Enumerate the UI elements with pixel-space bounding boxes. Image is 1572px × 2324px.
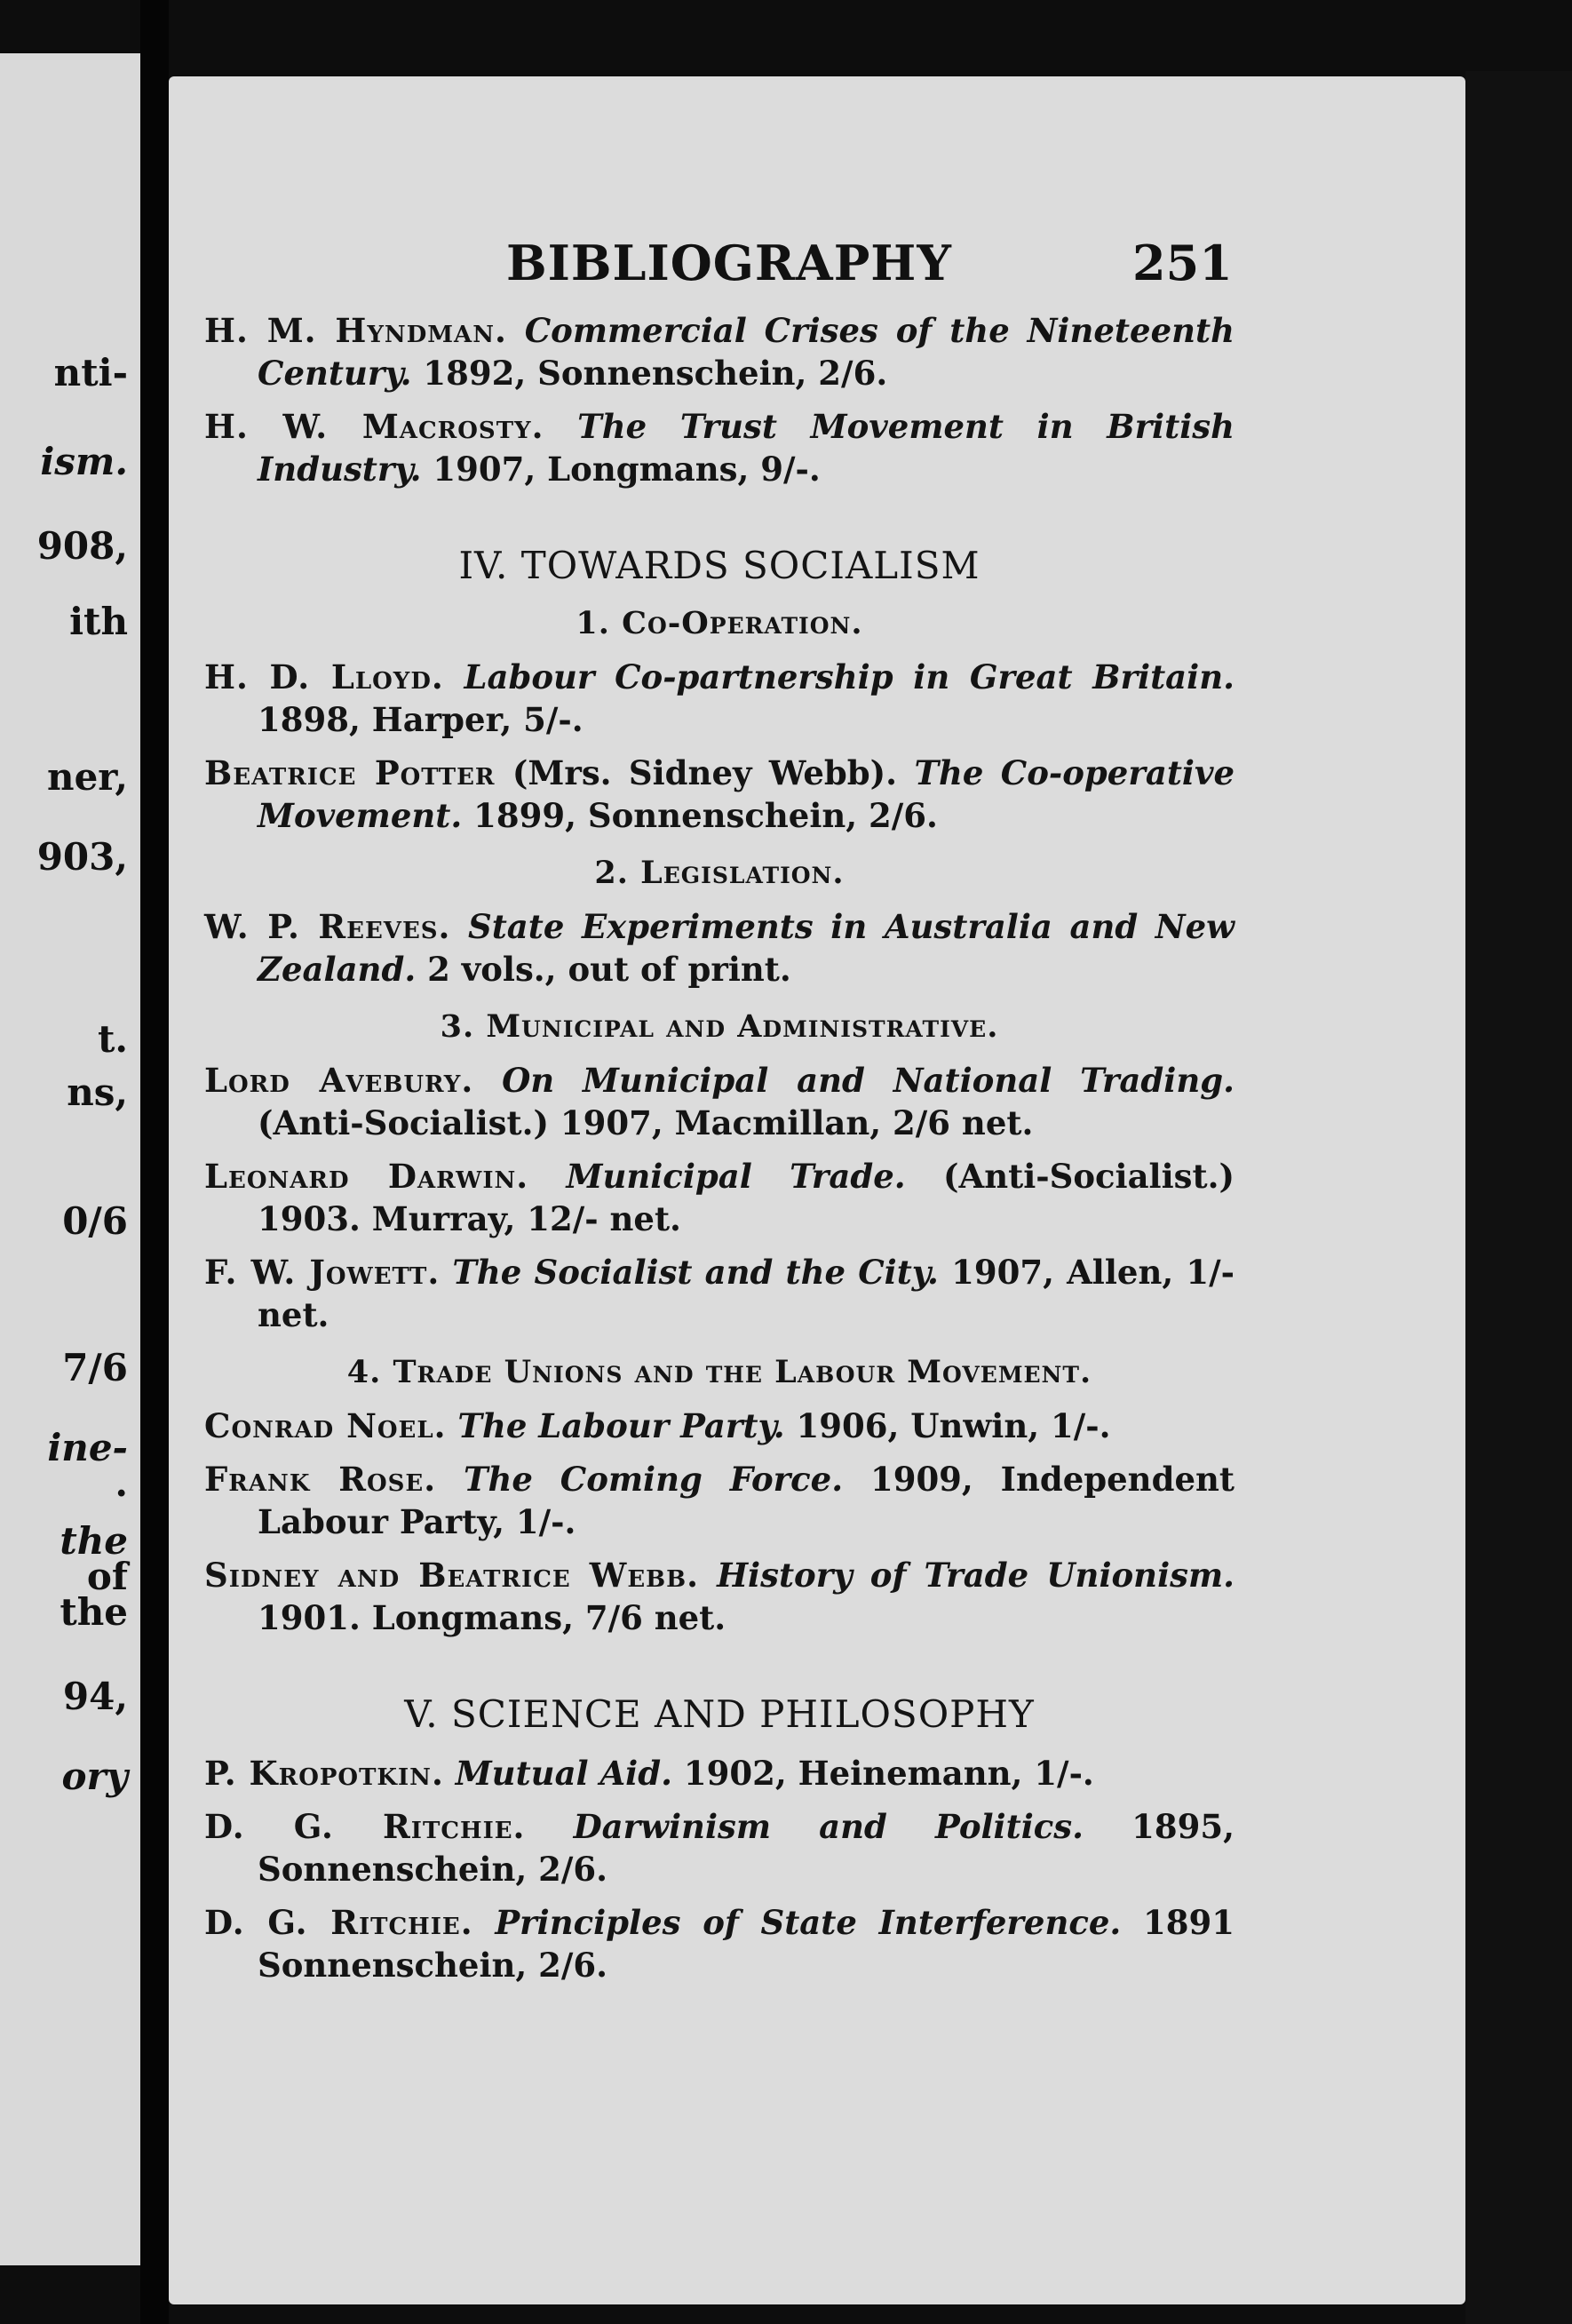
- entry-author: D. G. Ritchie.: [204, 1903, 473, 1942]
- entry-details: 2 vols., out of print.: [427, 950, 791, 989]
- entry-author: D. G. Ritchie.: [204, 1807, 526, 1846]
- bibliography-entry: [204, 1901, 1235, 1986]
- entry-author: Beatrice Potter: [204, 753, 496, 792]
- bibliography-entry: [204, 405, 1235, 490]
- left-page-text: ner,: [47, 755, 128, 799]
- entry-title: The Trust Movement in British Industry.: [258, 407, 1235, 489]
- left-page-text: t.: [97, 1017, 128, 1061]
- entry-details: 1901. Longmans, 7/6 net.: [258, 1598, 726, 1637]
- bibliography-entry: [204, 1805, 1235, 1890]
- entry-details: 1895, Sonnenschein, 2/6.: [258, 1807, 1235, 1889]
- left-page-text: 908,: [36, 524, 128, 568]
- entry-details: 1907, Allen, 1/- net.: [258, 1253, 1235, 1334]
- left-page-text: the: [60, 1590, 128, 1634]
- bibliography-entry: [204, 1059, 1235, 1144]
- entry-author: Leonard Darwin.: [204, 1157, 529, 1196]
- entry-details: 1906, Unwin, 1/-.: [796, 1406, 1111, 1445]
- bibliography-entry: [204, 1155, 1235, 1240]
- subsection-heading: 1. Co-Operation.: [576, 605, 863, 641]
- entry-title: The Socialist and the City.: [452, 1253, 939, 1292]
- bibliography-entry: [204, 1752, 1235, 1795]
- left-page-text: 94,: [62, 1675, 128, 1718]
- entry-author: H. M. Hyndman.: [204, 311, 507, 350]
- subsection-heading: 4. Trade Unions and the Labour Movement.: [346, 1354, 1092, 1390]
- entry-details: 1892, Sonnenschein, 2/6.: [423, 354, 888, 393]
- entry-title: The Labour Party.: [457, 1406, 785, 1445]
- bibliography-entry: [204, 1251, 1235, 1336]
- subsection-heading: 2. Legislation.: [594, 855, 845, 891]
- entry-title: History of Trade Unionism.: [717, 1556, 1235, 1595]
- entry-title: Mutual Aid.: [455, 1754, 672, 1793]
- entry-title: The Co-operative Movement.: [258, 753, 1235, 835]
- entry-author: Sidney and Beatrice Webb.: [204, 1556, 699, 1595]
- entry-title: Municipal Trade.: [566, 1157, 906, 1196]
- entry-title: Darwinism and Politics.: [573, 1807, 1084, 1846]
- entry-author: H. W. Macrosty.: [204, 407, 544, 446]
- entry-title: Labour Co-partnership in Great Britain.: [464, 657, 1235, 696]
- entry-title: State Experiments in Australia and New Zealand.: [258, 907, 1235, 989]
- bibliography-entry: [204, 309, 1235, 394]
- left-page-text: ism.: [40, 440, 128, 483]
- entry-title: On Municipal and National Trading.: [502, 1061, 1235, 1100]
- left-page-text: of: [86, 1555, 128, 1598]
- entry-author: Lord Avebury.: [204, 1061, 474, 1100]
- section-heading: V. SCIENCE AND PHILOSOPHY: [404, 1692, 1035, 1736]
- left-page-text: ith: [69, 600, 128, 643]
- entry-author: F. W. Jowett.: [204, 1253, 441, 1292]
- entry-note: (Mrs. Sidney Webb).: [512, 753, 898, 792]
- bibliography-page: [169, 76, 1465, 2304]
- entry-author: Conrad Noel.: [204, 1406, 447, 1445]
- entry-author: H. D. Lloyd.: [204, 657, 444, 696]
- left-page-text: ory: [61, 1755, 128, 1798]
- bibliography-entry: [204, 656, 1235, 741]
- bibliography-entry: [204, 1458, 1235, 1543]
- left-page-text: .: [115, 1461, 128, 1505]
- entry-title: The Coming Force.: [463, 1460, 844, 1499]
- left-page-fragment: [0, 53, 140, 2265]
- entry-details: 1902, Heinemann, 1/-.: [683, 1754, 1094, 1793]
- left-page-text: ns,: [67, 1070, 128, 1114]
- page-edge: [1465, 71, 1572, 2324]
- entry-details: (Anti-Socialist.) 1903. Murray, 12/- net.: [258, 1157, 1235, 1238]
- book-gutter: [140, 0, 169, 2324]
- bibliography-entry: [204, 1405, 1235, 1447]
- entry-title: Commercial Crises of the Nineteenth Century.: [258, 311, 1235, 393]
- left-page-text: 903,: [36, 835, 128, 879]
- entry-author: Frank Rose.: [204, 1460, 437, 1499]
- entry-details: 1909, Independent Labour Party, 1/-.: [258, 1460, 1235, 1541]
- left-page-text: nti-: [53, 351, 128, 394]
- page-number: 251: [1132, 235, 1233, 291]
- entry-details: (Anti-Socialist.) 1907, Macmillan, 2/6 net.: [258, 1103, 1034, 1142]
- bibliography-entry: [204, 1554, 1235, 1639]
- entry-details: 1891 Sonnenschein, 2/6.: [258, 1903, 1235, 1985]
- entry-details: 1899, Sonnenschein, 2/6.: [473, 796, 938, 835]
- left-page-text: 0/6: [62, 1199, 128, 1243]
- left-page-text: the: [60, 1519, 128, 1563]
- page-title: BIBLIOGRAPHY: [506, 235, 952, 291]
- bibliography-content: [204, 309, 1235, 1997]
- left-page-text: 7/6: [62, 1346, 128, 1389]
- entry-details: 1907, Longmans, 9/-.: [433, 450, 821, 489]
- entry-title: Principles of State Interference.: [495, 1903, 1122, 1942]
- left-page-text: ine-: [47, 1426, 128, 1469]
- entry-details: 1898, Harper, 5/-.: [258, 700, 584, 739]
- entry-author: W. P. Reeves.: [204, 907, 451, 946]
- bibliography-entry: [204, 905, 1235, 991]
- section-heading: IV. TOWARDS SOCIALISM: [458, 544, 981, 587]
- entry-author: P. Kropotkin.: [204, 1754, 444, 1793]
- bibliography-entry: [204, 752, 1235, 837]
- subsection-heading: 3. Municipal and Administrative.: [440, 1008, 999, 1045]
